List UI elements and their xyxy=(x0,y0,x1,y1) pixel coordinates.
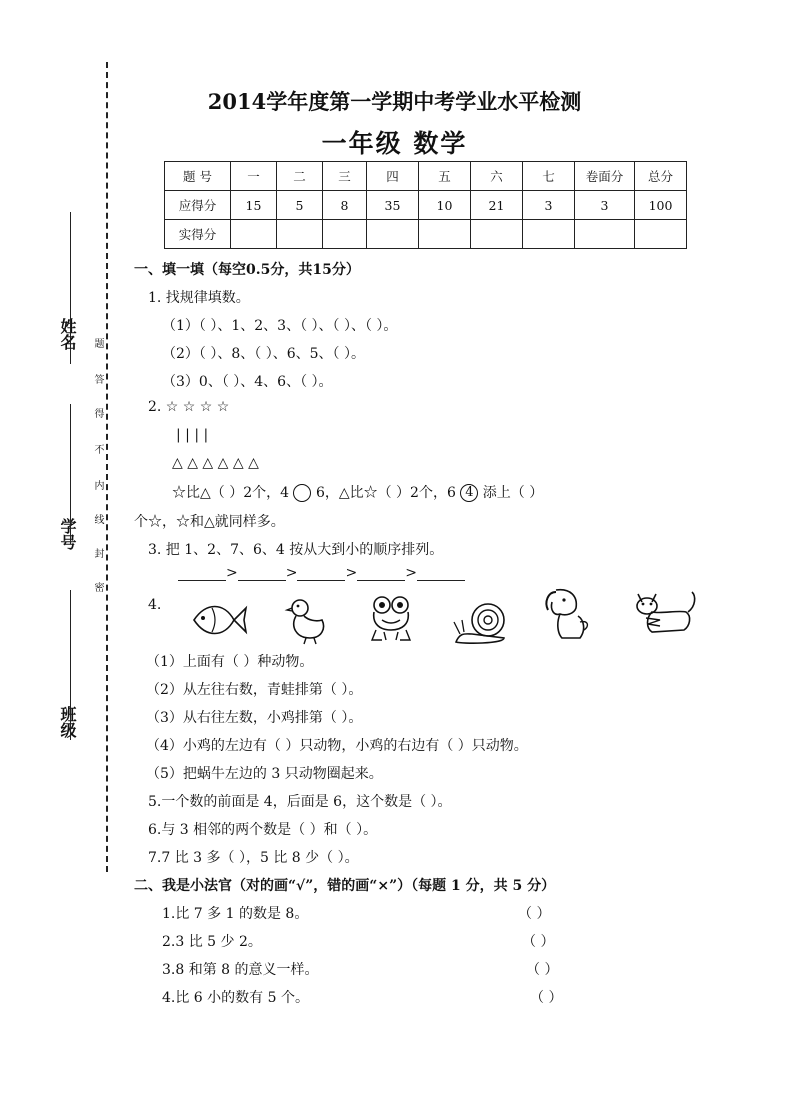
score-table xyxy=(164,161,687,249)
table-cell: 实得分 xyxy=(165,220,231,249)
score-input-cell[interactable] xyxy=(575,220,635,249)
score-input-cell[interactable] xyxy=(635,220,687,249)
name-label: 姓名 xyxy=(58,318,77,350)
dog-icon xyxy=(540,586,592,642)
q2-text-a: ☆比△（ ）2个，4 xyxy=(172,485,290,501)
student-number-label: 学号 xyxy=(58,518,77,550)
judge-answer-paren[interactable]: （ ） xyxy=(526,962,559,978)
exam-subtitle: 一年级 数学 xyxy=(321,129,468,158)
table-cell: 三 xyxy=(323,162,367,191)
chick-icon xyxy=(286,596,330,646)
order-blank[interactable] xyxy=(357,566,405,581)
seal-char: 不 xyxy=(92,444,103,454)
score-input-cell[interactable] xyxy=(471,220,523,249)
gt-sign: > xyxy=(285,565,298,581)
table-cell: 六 xyxy=(471,162,523,191)
table-cell: 总分 xyxy=(635,162,687,191)
table-cell: 四 xyxy=(367,162,419,191)
score-input-cell[interactable] xyxy=(419,220,471,249)
judge-item-text: 2.3 比 5 少 2。 xyxy=(162,934,262,950)
class-label: 班级 xyxy=(58,706,77,738)
judge-item-text: 1.比 7 多 1 的数是 8。 xyxy=(162,906,309,922)
question-4-4: （4）小鸡的左边有（ ）只动物，小鸡的右边有（ ）只动物。 xyxy=(146,738,528,754)
question-4: 4. xyxy=(148,597,162,613)
question-2-stars: 2. ☆ ☆ ☆ ☆ xyxy=(148,399,230,415)
table-cell: 21 xyxy=(471,191,523,220)
order-blank[interactable] xyxy=(297,566,345,581)
table-cell: 五 xyxy=(419,162,471,191)
order-blank[interactable] xyxy=(238,566,286,581)
table-cell: 15 xyxy=(231,191,277,220)
table-cell: 题 号 xyxy=(165,162,231,191)
question-4-5: （5）把蜗牛左边的 3 只动物圈起来。 xyxy=(146,766,383,782)
question-5: 5.一个数的前面是 4，后面是 6，这个数是（ ）。 xyxy=(148,794,452,810)
table-cell: 七 xyxy=(523,162,575,191)
table-cell: 35 xyxy=(367,191,419,220)
table-cell: 8 xyxy=(323,191,367,220)
fish-icon xyxy=(188,598,248,642)
question-1: 1. 找规律填数。 xyxy=(148,290,250,306)
compare-circle-blank[interactable] xyxy=(293,484,311,502)
score-input-cell[interactable] xyxy=(231,220,277,249)
table-cell: 10 xyxy=(419,191,471,220)
question-1-1: （1）（ ）、1、2、3、（ ）、（ ）、（ ）。 xyxy=(162,318,398,334)
table-cell: 二 xyxy=(277,162,323,191)
q2-text-b: 6，△比☆（ ）2个，6 xyxy=(315,485,456,501)
question-7: 7.7 比 3 多（ ），5 比 8 少（ ）。 xyxy=(148,850,359,866)
score-input-cell[interactable] xyxy=(277,220,323,249)
frog-icon xyxy=(368,594,414,644)
exam-title: 2014学年度第一学期中考学业水平检测 xyxy=(207,89,582,114)
question-1-2: （2）（ ）、8、（ ）、6、5、（ ）。 xyxy=(162,346,365,362)
table-cell: 100 xyxy=(635,191,687,220)
section1-heading: 一、填一填（每空0.5分，共15分） xyxy=(134,262,360,278)
question-3-order xyxy=(178,565,465,581)
judge-item-text: 4.比 6 小的数有 5 个。 xyxy=(162,990,309,1006)
table-cell: 卷面分 xyxy=(575,162,635,191)
gt-sign: > xyxy=(345,565,358,581)
score-table-header-row xyxy=(165,162,687,191)
order-blank[interactable] xyxy=(178,566,226,581)
judge-answer-paren[interactable]: （ ） xyxy=(530,990,563,1006)
table-cell: 3 xyxy=(575,191,635,220)
snail-icon xyxy=(452,598,510,646)
question-1-3: （3）0、（ ）、4、6、（ ）。 xyxy=(162,374,333,390)
q2-text-c: 添上（ ） xyxy=(482,485,544,501)
name-field[interactable] xyxy=(70,212,71,364)
section2-heading: 二、我是小法官（对的画“√”，错的画“×”）（每题 1 分，共 5 分） xyxy=(134,878,556,894)
score-input-cell[interactable] xyxy=(523,220,575,249)
cat-icon xyxy=(632,588,700,640)
order-blank[interactable] xyxy=(417,566,465,581)
seal-char: 内 xyxy=(92,480,103,490)
table-cell: 一 xyxy=(231,162,277,191)
question-4-2: （2）从左往右数，青蛙排第（ ）。 xyxy=(146,682,363,698)
question-2-triangles: △ △ △ △ △ △ xyxy=(172,455,259,471)
question-6: 6.与 3 相邻的两个数是（ ）和（ ）。 xyxy=(148,822,378,838)
question-2-line xyxy=(172,482,543,502)
judge-item-text: 3.8 和第 8 的意义一样。 xyxy=(162,962,319,978)
question-2-line-2: 个☆，☆和△就同样多。 xyxy=(134,514,285,530)
seal-char: 线 xyxy=(92,514,103,524)
judge-answer-paren[interactable]: （ ） xyxy=(518,906,551,922)
seal-char: 密 xyxy=(92,582,103,592)
gt-sign: > xyxy=(226,565,238,581)
compare-circle-4: 4 xyxy=(460,484,478,502)
seal-char: 得 xyxy=(92,408,103,418)
score-input-cell[interactable] xyxy=(323,220,367,249)
judge-answer-paren[interactable]: （ ） xyxy=(522,934,555,950)
gt-sign: > xyxy=(405,565,417,581)
score-input-cell[interactable] xyxy=(367,220,419,249)
question-4-1: （1）上面有（ ）种动物。 xyxy=(146,654,314,670)
student-number-field[interactable] xyxy=(70,404,71,544)
table-cell: 3 xyxy=(523,191,575,220)
seal-char: 题 xyxy=(92,338,103,348)
question-3: 3. 把 1、2、7、6、4 按从大到小的顺序排列。 xyxy=(148,542,444,558)
table-cell: 应得分 xyxy=(165,191,231,220)
class-field[interactable] xyxy=(70,590,71,740)
seal-char: 封 xyxy=(92,548,103,558)
score-table-row-actual xyxy=(165,220,687,249)
question-2-bars: | | | | xyxy=(176,427,209,443)
seal-char: 答 xyxy=(92,374,103,384)
question-4-3: （3）从右往左数，小鸡排第（ ）。 xyxy=(146,710,363,726)
table-cell: 5 xyxy=(277,191,323,220)
binding-dashed-line xyxy=(106,62,108,872)
score-table-row-expected xyxy=(165,191,687,220)
